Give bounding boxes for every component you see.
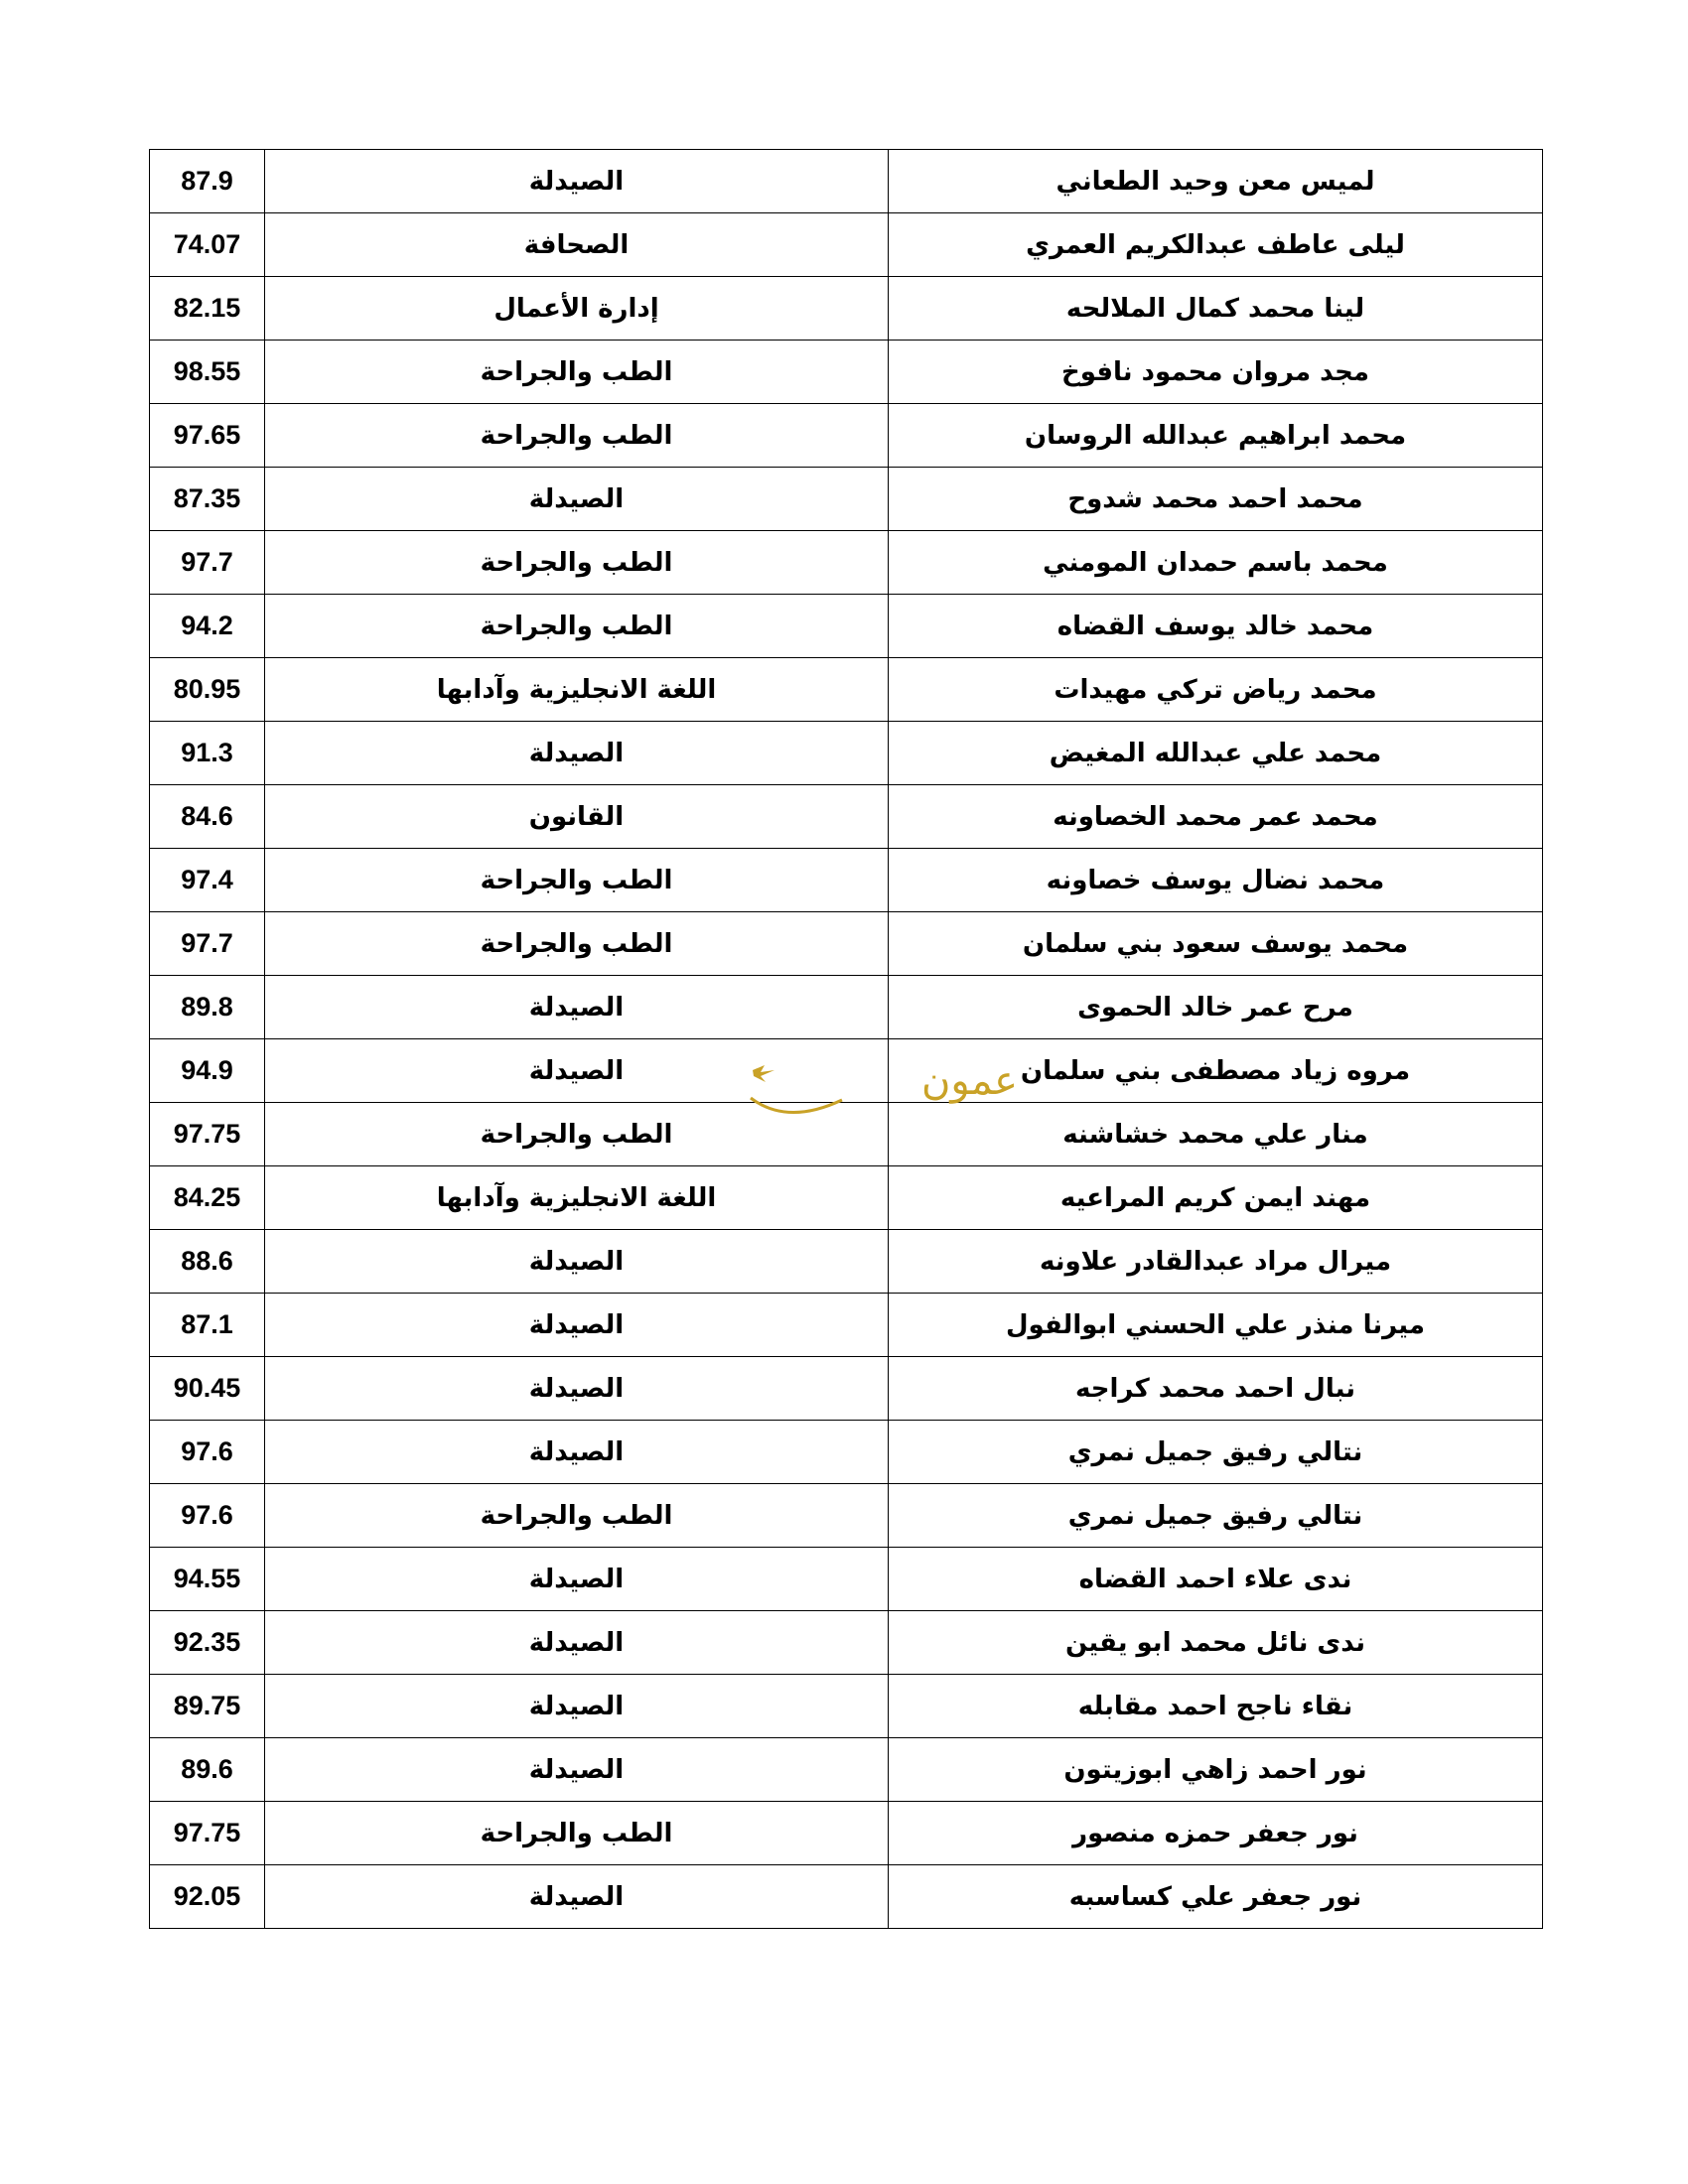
score-cell: 97.65 [150,404,265,468]
name-cell: محمد نضال يوسف خصاونه [889,849,1543,912]
table-row [150,595,1543,658]
table-row [150,1865,1543,1929]
table-row [150,1611,1543,1675]
table-row [150,1230,1543,1294]
score-cell: 94.55 [150,1548,265,1611]
score-cell: 89.75 [150,1675,265,1738]
watermark-bird-icon [753,1065,774,1082]
table-row [150,1421,1543,1484]
score-cell: 87.1 [150,1294,265,1357]
name-cell: محمد عمر محمد الخصاونه [889,785,1543,849]
major-cell: الصيدلة [265,150,889,213]
table-row [150,1675,1543,1738]
score-cell: 91.3 [150,722,265,785]
score-cell: 92.35 [150,1611,265,1675]
major-cell: الصيدلة [265,976,889,1039]
table-row [150,912,1543,976]
score-cell: 74.07 [150,213,265,277]
name-cell: ندى علاء احمد القضاه [889,1548,1543,1611]
name-cell: ميرال مراد عبدالقادر علاونه [889,1230,1543,1294]
name-cell: نور جعفر حمزه منصور [889,1802,1543,1865]
name-cell: نتالي رفيق جميل نمري [889,1484,1543,1548]
score-cell: 97.7 [150,531,265,595]
major-cell: الصحافة [265,213,889,277]
major-cell: الطب والجراحة [265,1103,889,1166]
table-row [150,468,1543,531]
table-row [150,1294,1543,1357]
name-cell: مجد مروان محمود نافوخ [889,341,1543,404]
score-cell: 88.6 [150,1230,265,1294]
name-cell: ميرنا منذر علي الحسني ابوالفول [889,1294,1543,1357]
name-cell: لميس معن وحيد الطعاني [889,150,1543,213]
table-row [150,404,1543,468]
name-cell: مرح عمر خالد الحموى [889,976,1543,1039]
score-cell: 84.25 [150,1166,265,1230]
name-cell: نور جعفر علي كساسبه [889,1865,1543,1929]
name-cell: نبال احمد محمد كراجه [889,1357,1543,1421]
score-cell: 94.2 [150,595,265,658]
score-cell: 92.05 [150,1865,265,1929]
major-cell: الصيدلة [265,1611,889,1675]
name-cell: محمد احمد محمد شدوح [889,468,1543,531]
score-cell: 97.75 [150,1802,265,1865]
score-cell: 89.8 [150,976,265,1039]
score-cell: 82.15 [150,277,265,341]
major-cell: الطب والجراحة [265,531,889,595]
major-cell: إدارة الأعمال [265,277,889,341]
score-cell: 97.75 [150,1103,265,1166]
table-row [150,849,1543,912]
score-cell: 80.95 [150,658,265,722]
major-cell: الطب والجراحة [265,595,889,658]
name-cell: نقاء ناجح احمد مقابله [889,1675,1543,1738]
table-row [150,722,1543,785]
name-cell: محمد خالد يوسف القضاه [889,595,1543,658]
score-cell: 97.6 [150,1484,265,1548]
major-cell: الصيدلة [265,1865,889,1929]
name-cell: ندى نائل محمد ابو يقين [889,1611,1543,1675]
name-cell: محمد يوسف سعود بني سلمان [889,912,1543,976]
table-row [150,1166,1543,1230]
name-cell: مروه زياد مصطفى بني سلمان [889,1039,1543,1103]
table-row [150,341,1543,404]
major-cell: الصيدلة [265,1421,889,1484]
score-cell: 89.6 [150,1738,265,1802]
score-cell: 87.35 [150,468,265,531]
score-cell: 84.6 [150,785,265,849]
score-cell: 90.45 [150,1357,265,1421]
major-cell: الصيدلة [265,1294,889,1357]
score-cell: 94.9 [150,1039,265,1103]
name-cell: نتالي رفيق جميل نمري [889,1421,1543,1484]
results-table [149,149,1543,1929]
major-cell: الطب والجراحة [265,1484,889,1548]
major-cell: اللغة الانجليزية وآدابها [265,1166,889,1230]
name-cell: لينا محمد كمال الملالحه [889,277,1543,341]
watermark-swash [751,1098,842,1113]
table-row [150,277,1543,341]
score-cell: 97.4 [150,849,265,912]
table-row [150,785,1543,849]
major-cell: الطب والجراحة [265,912,889,976]
score-cell: 97.7 [150,912,265,976]
table-row [150,1548,1543,1611]
watermark-logo [743,1054,1019,1124]
table-row [150,150,1543,213]
name-cell: محمد رياض تركي مهيدات [889,658,1543,722]
table-row [150,1357,1543,1421]
name-cell: نور احمد زاهي ابوزيتون [889,1738,1543,1802]
table-row [150,1802,1543,1865]
watermark-text: عمون [921,1058,1019,1104]
major-cell: الصيدلة [265,468,889,531]
table-row [150,1484,1543,1548]
major-cell: الصيدلة [265,1039,889,1103]
major-cell: الصيدلة [265,1230,889,1294]
major-cell: الصيدلة [265,1548,889,1611]
major-cell: الصيدلة [265,722,889,785]
score-cell: 97.6 [150,1421,265,1484]
table-row [150,976,1543,1039]
major-cell: الصيدلة [265,1675,889,1738]
major-cell: الصيدلة [265,1357,889,1421]
name-cell: محمد علي عبدالله المغيض [889,722,1543,785]
major-cell: الطب والجراحة [265,849,889,912]
major-cell: القانون [265,785,889,849]
table-row [150,531,1543,595]
major-cell: اللغة الانجليزية وآدابها [265,658,889,722]
major-cell: الطب والجراحة [265,404,889,468]
name-cell: مهند ايمن كريم المراعيه [889,1166,1543,1230]
major-cell: الطب والجراحة [265,341,889,404]
name-cell: ليلى عاطف عبدالكريم العمري [889,213,1543,277]
name-cell: محمد ابراهيم عبدالله الروسان [889,404,1543,468]
table-row [150,1738,1543,1802]
major-cell: الصيدلة [265,1738,889,1802]
score-cell: 98.55 [150,341,265,404]
table-row [150,213,1543,277]
name-cell: منار علي محمد خشاشنه [889,1103,1543,1166]
table-row [150,658,1543,722]
score-cell: 87.9 [150,150,265,213]
major-cell: الطب والجراحة [265,1802,889,1865]
name-cell: محمد باسم حمدان المومني [889,531,1543,595]
results-body [150,150,1543,1929]
